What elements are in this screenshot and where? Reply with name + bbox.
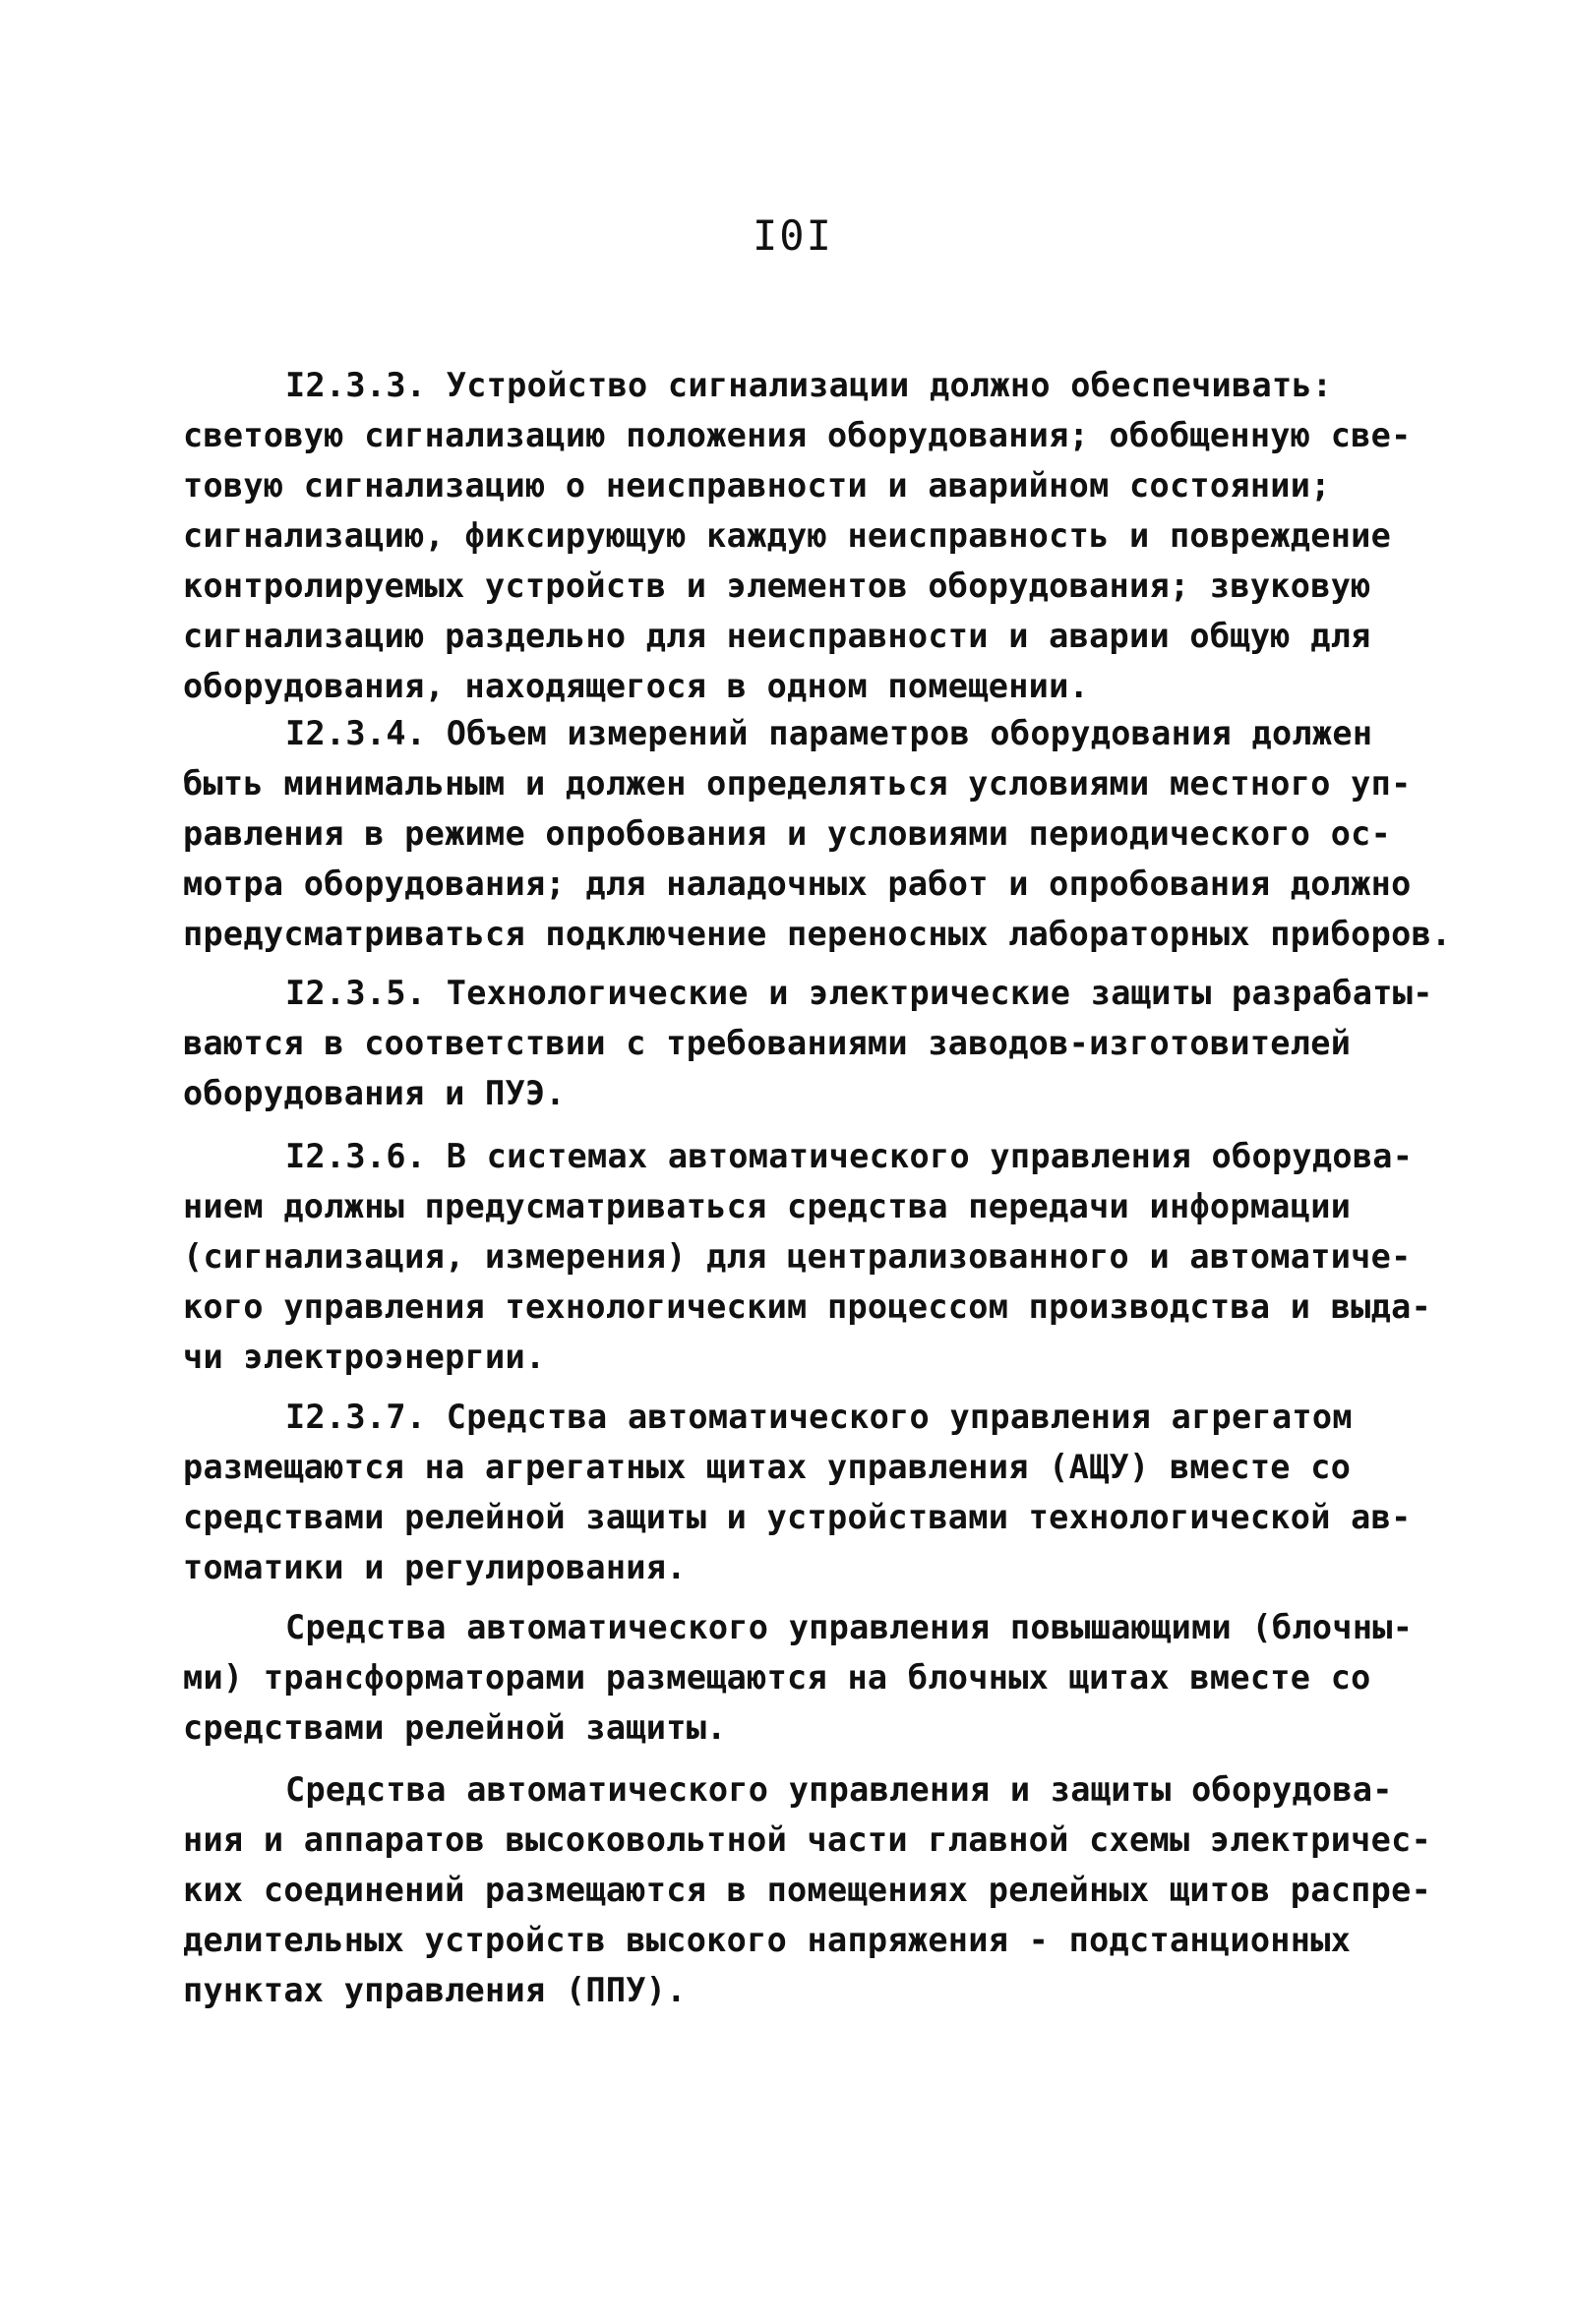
paragraph-line: I2.3.6. В системах автоматического управления оборудова- xyxy=(285,1137,1414,1175)
paragraph-line: Средства автоматического управления и защиты оборудова- xyxy=(285,1770,1393,1809)
paragraph-line: (сигнализация, измерения) для централизованного и автоматиче- xyxy=(183,1237,1412,1276)
paragraph-block-transformers xyxy=(183,1602,1481,1753)
page-number: I0I xyxy=(753,211,833,260)
paragraph-high-voltage xyxy=(183,1764,1481,2015)
paragraph-line: I2.3.3. Устройство сигнализации должно обеспечивать: xyxy=(285,366,1333,404)
paragraph-line: томатики и регулирования. xyxy=(183,1548,687,1586)
paragraph-12-3-3 xyxy=(183,360,1481,711)
paragraph-12-3-4 xyxy=(183,708,1481,959)
paragraph-12-3-6 xyxy=(183,1131,1481,1382)
paragraph-12-3-5 xyxy=(183,968,1481,1118)
paragraph-line: световую сигнализацию положения оборудования; обобщенную све- xyxy=(183,416,1412,454)
paragraph-line: быть минимальным и должен определяться условиями местного уп- xyxy=(183,764,1412,803)
paragraph-line: I2.3.4. Объем измерений параметров оборудования должен xyxy=(285,714,1373,752)
paragraph-line: оборудования, находящегося в одном помещении. xyxy=(183,667,1090,705)
paragraph-line: I2.3.7. Средства автоматического управления агрегатом xyxy=(285,1398,1353,1436)
paragraph-line: делительных устройств высокого напряжения - подстанционных xyxy=(183,1921,1352,1959)
paragraph-line: ми) трансформаторами размещаются на блочных щитах вместе со xyxy=(183,1658,1371,1697)
paragraph-line: мотра оборудования; для наладочных работ и опробования должно xyxy=(183,864,1412,903)
paragraph-line: предусматриваться подключение переносных лабораторных приборов. xyxy=(183,915,1452,953)
paragraph-line: I2.3.5. Технологические и электрические защиты разрабаты- xyxy=(285,974,1433,1012)
paragraph-line: ния и аппаратов высоковольтной части главной схемы электричес- xyxy=(183,1820,1432,1859)
paragraph-12-3-7 xyxy=(183,1392,1481,1592)
paragraph-line: товую сигнализацию о неисправности и аварийном состоянии; xyxy=(183,466,1331,505)
paragraph-line: оборудования и ПУЭ. xyxy=(183,1074,566,1112)
paragraph-line: контролируемых устройств и элементов оборудования; звуковую xyxy=(183,566,1371,605)
paragraph-line: средствами релейной защиты. xyxy=(183,1708,727,1747)
paragraph-line: равления в режиме опробования и условиями периодического ос- xyxy=(183,814,1392,853)
paragraph-line: кого управления технологическим процессом производства и выда- xyxy=(183,1287,1432,1326)
paragraph-line: сигнализацию, фиксирующую каждую неисправность и повреждение xyxy=(183,516,1392,555)
paragraph-line: чи электроэнергии. xyxy=(183,1338,546,1376)
paragraph-line: нием должны предусматриваться средства передачи информации xyxy=(183,1187,1352,1225)
paragraph-line: пунктах управления (ППУ). xyxy=(183,1971,687,2009)
paragraph-line: ких соединений размещаются в помещениях релейных щитов распре- xyxy=(183,1871,1432,1909)
paragraph-line: размещаются на агрегатных щитах управления (АЩУ) вместе со xyxy=(183,1448,1352,1486)
paragraph-line: ваются в соответствии с требованиями заводов-изготовителей xyxy=(183,1024,1352,1062)
paragraph-line: Средства автоматического управления повышающими (блочны- xyxy=(285,1608,1414,1646)
paragraph-line: средствами релейной защиты и устройствами технологической ав- xyxy=(183,1498,1412,1536)
paragraph-line: сигнализацию раздельно для неисправности и аварии общую для xyxy=(183,617,1371,655)
